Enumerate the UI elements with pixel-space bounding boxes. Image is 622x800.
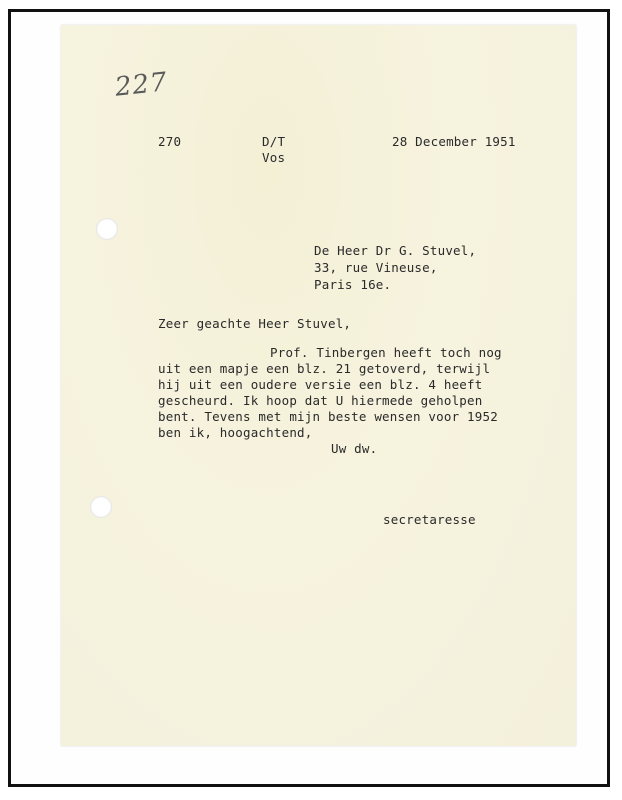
body-line-2: uit een mapje een blz. 21 getoverd, terwijl	[158, 361, 491, 376]
letter-date: 28 December 1951	[392, 134, 516, 149]
punch-hole-top	[96, 218, 118, 240]
address-line-2: 33, rue Vineuse,	[314, 260, 438, 275]
salutation: Zeer geachte Heer Stuvel,	[158, 316, 352, 331]
sender-name: Vos	[262, 150, 286, 165]
closing: Uw dw.	[331, 441, 378, 456]
punch-hole-bottom	[90, 496, 112, 518]
address-line-1: De Heer Dr G. Stuvel,	[314, 243, 477, 258]
address-line-3: Paris 16e.	[314, 277, 392, 292]
body-line-6: ben ik, hoogachtend,	[158, 425, 313, 440]
body-line-3: hij uit een oudere versie een blz. 4 heeft	[158, 377, 483, 392]
typist-initials: D/T	[262, 134, 286, 149]
body-line-4: gescheurd. Ik hoop dat U hiermede geholpen	[158, 393, 483, 408]
handwritten-page-number: 227	[113, 67, 170, 103]
signature-title: secretaresse	[383, 512, 476, 527]
body-line-1: Prof. Tinbergen heeft toch nog	[270, 345, 502, 360]
reference-number: 270	[158, 134, 182, 149]
body-line-5: bent. Tevens met mijn beste wensen voor 1952	[158, 409, 498, 424]
